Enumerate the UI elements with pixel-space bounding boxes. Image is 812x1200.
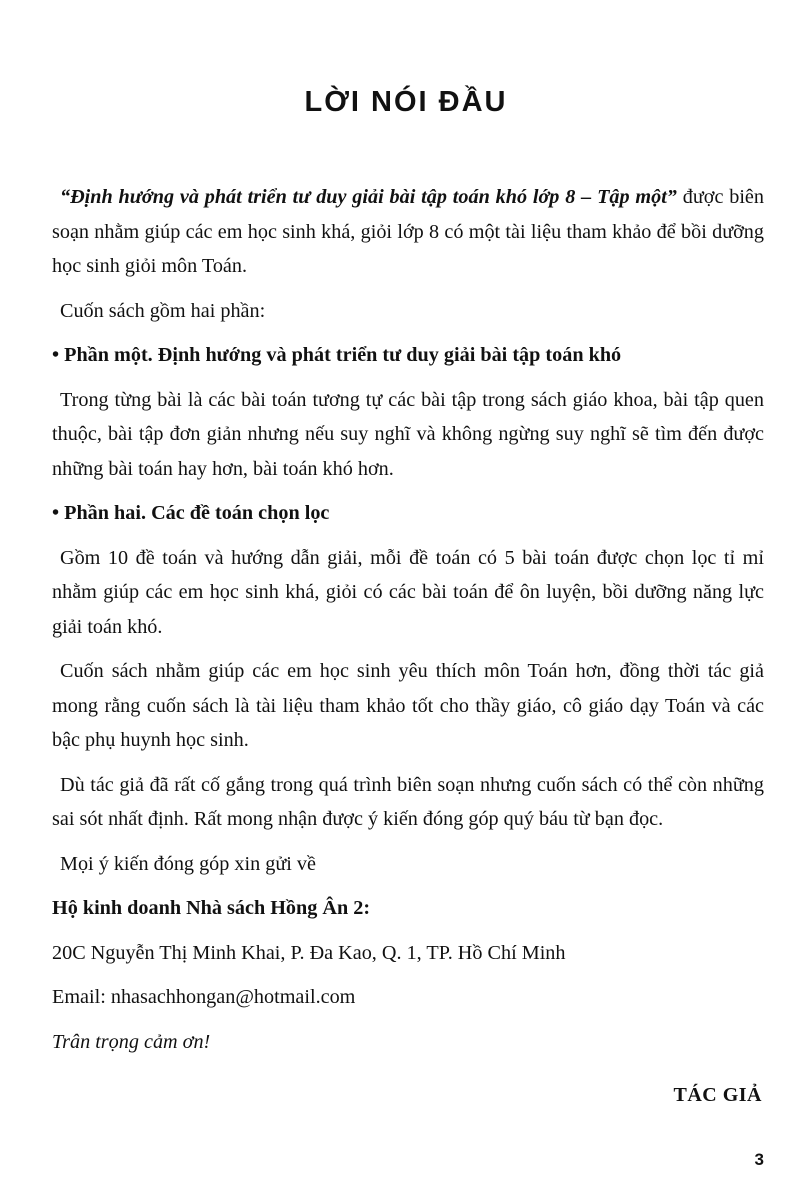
contact-lead: Mọi ý kiến đóng góp xin gửi về bbox=[60, 852, 316, 875]
page-number: 3 bbox=[754, 1150, 764, 1169]
page-title: LỜI NÓI ĐẦU bbox=[304, 86, 508, 118]
part-two-text: Gồm 10 đề toán và hướng dẫn giải, mỗi đề toán có 5 bài toán được chọn lọc tỉ mỉ nhằm giúp các em học sinh khá, giỏi có các bài toán để ôn luyện, bồi dưỡng năng lực giải toán khó. bbox=[52, 546, 764, 638]
author-signature: TÁC GIẢ bbox=[673, 1084, 762, 1106]
part-one-text: Trong từng bài là các bài toán tương tự các bài tập trong sách giáo khoa, bài tập quen thuộc, bài tập đơn giản nhưng nếu suy nghĩ và không ngừng suy nghĩ sẽ tìm đến được những bài toán hay hơn, bài toán khó hơn. bbox=[52, 388, 764, 480]
thanks-line: Trân trọng cảm ơn! bbox=[52, 1030, 211, 1053]
intro-paragraph bbox=[52, 180, 764, 284]
contact-email: Email: nhasachhongan@hotmail.com bbox=[52, 986, 356, 1008]
contact-address: 20C Nguyễn Thị Minh Khai, P. Đa Kao, Q. 1, TP. Hồ Chí Minh bbox=[52, 941, 566, 964]
apology-paragraph: Dù tác giả đã rất cố gắng trong quá trình biên soạn nhưng cuốn sách có thể còn những sai sót nhất định. Rất mong nhận được ý kiến đóng góp quý báu từ bạn đọc. bbox=[52, 773, 764, 830]
parts-intro: Cuốn sách gồm hai phần: bbox=[60, 299, 266, 322]
contact-company: Hộ kinh doanh Nhà sách Hồng Ân 2: bbox=[52, 897, 371, 919]
preface-body bbox=[52, 180, 764, 1069]
part-one-heading: • Phần một. Định hướng và phát triển tư duy giải bài tập toán khó bbox=[52, 344, 622, 366]
part-two-heading: • Phần hai. Các đề toán chọn lọc bbox=[52, 502, 330, 524]
intro-text: được biên soạn nhằm giúp các em học sinh khá, giỏi lớp 8 có một tài liệu tham khảo để bồi dưỡng học sinh giỏi môn Toán. bbox=[52, 186, 764, 277]
purpose-paragraph: Cuốn sách nhằm giúp các em học sinh yêu thích môn Toán hơn, đồng thời tác giả mong rằng cuốn sách là tài liệu tham khảo tốt cho thầy giáo, cô giáo dạy Toán và các bậc phụ huynh học sinh. bbox=[52, 660, 764, 751]
book-title: “Định hướng và phát triển tư duy giải bài tập toán khó lớp 8 – Tập một” bbox=[60, 186, 677, 208]
